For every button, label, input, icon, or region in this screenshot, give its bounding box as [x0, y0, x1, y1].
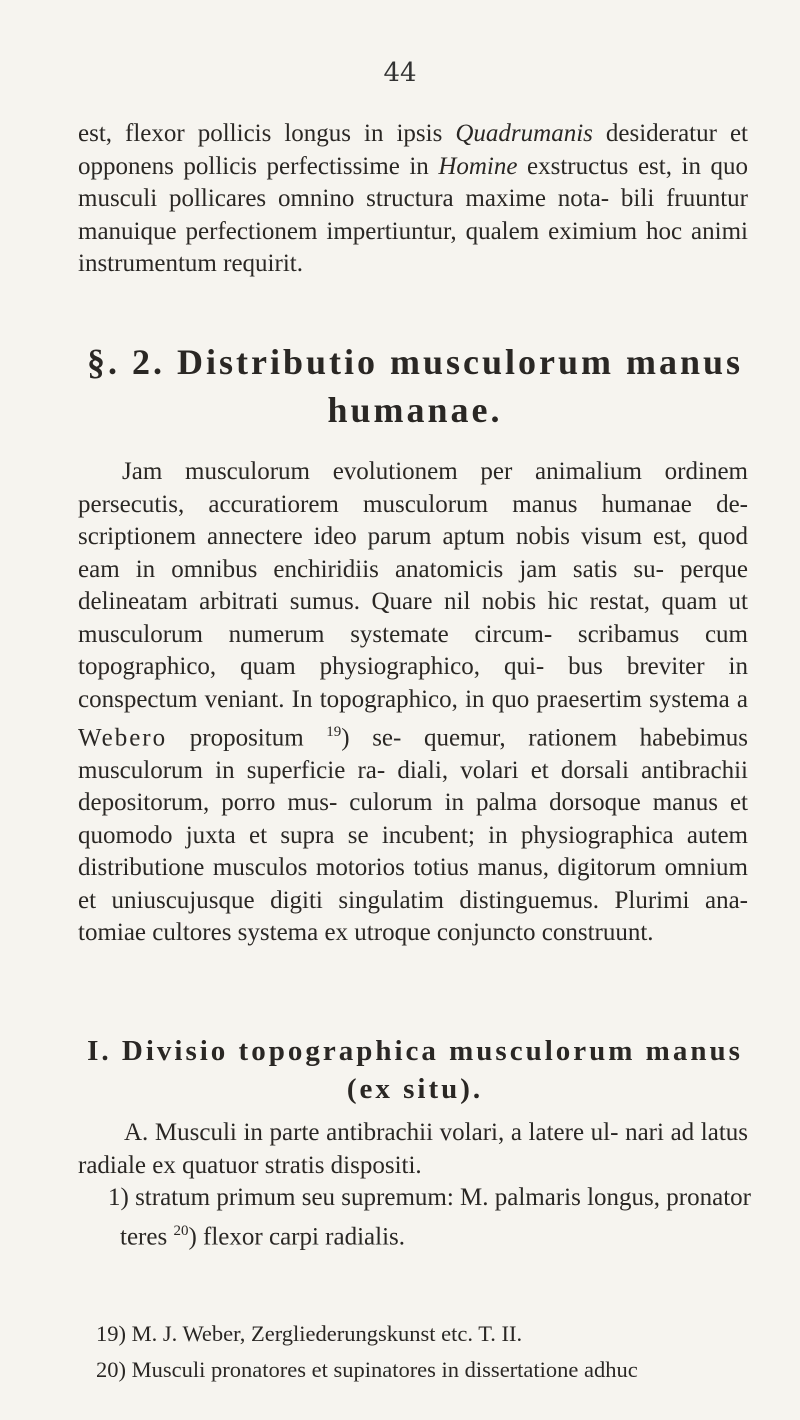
subsection-heading-divisio — [70, 1032, 760, 1108]
para1-text-c: desideratur et opponens pollicis perfectissime in — [78, 120, 748, 180]
para1-term-homine: Homine — [438, 152, 518, 180]
footnote-19: 19) M. J. Weber, Zergliederungskunst etc. T. II. — [96, 1321, 523, 1346]
section-heading-distributio — [70, 338, 760, 434]
subsection-heading-line2: (ex situ). — [346, 1073, 484, 1105]
section-heading-line1: §. 2. Distributio musculorum manus — [86, 342, 744, 382]
author-name-webero: Webero — [78, 724, 168, 752]
paragraph-a-musculi: A. Musculi in parte antibrachii volari, a latere ul- nari ad latus radiale ex quatuor stratis dispositi. — [78, 1119, 748, 1179]
item1-text-b: ) flexor carpi radialis. — [188, 1222, 406, 1250]
para1-text-a: est, flexor pollicis longus in ipsis — [78, 120, 456, 147]
para1-text-e: exstructus est, in quo musculi pollicares omnino structura maxime nota- bili fruuntur manuique perfectionem impertiuntur, qualem eximium hoc animi instrumentum requirit. — [78, 152, 748, 277]
item1-text-a: 1) stratum primum seu supremum: M. palmaris longus, pronator teres — [108, 1184, 751, 1250]
para2-text-a: Jam musculorum evolutionem per animalium ordinem persecutis, accuratiorem musculorum manus humanae de- scriptionem annectere ideo parum aptum nobis visum est, quod eam in omnibus enchiridiis anatomicis jam satis su- perque delineatam arbitrati sumus. Quare nil nobis hic restat, quam ut musculorum numerum systemate circum- scribamus cum topographico, quam physiographico, qui- bus breviter in conspectum veniant. In topographico, in quo praesertim systema a — [78, 458, 748, 713]
para2-text-c: ) se- quemur, rationem habebimus musculorum in superficie ra- diali, volari et dorsali antibrachii depositorum, porro mus- culorum in palma dorsoque manus et quomodo juxta et supra se incubent; in physiographica autem distributione musculos motorios totius manus, digitorum omnium et uniuscujusque digiti singulatim distinguemus. Plurimi ana- tomiae cultores systema ex utroque conjuncto construunt. — [78, 724, 748, 947]
para2-text-b: propositum — [167, 724, 327, 752]
para1-term-quadrumanis: Quadrumanis — [455, 120, 593, 147]
section-heading-line2: humanae. — [327, 390, 503, 430]
page-number: 44 — [383, 58, 417, 88]
footnote-20: 20) Musculi pronatores et supinatores in dissertatione adhuc — [96, 1357, 638, 1382]
paragraph-continued — [78, 118, 748, 281]
footnote-ref-20: 20 — [173, 1222, 189, 1239]
list-item-stratum-primum — [78, 1182, 790, 1253]
subsection-heading-line1: I. Divisio topographica musculorum manus — [87, 1035, 743, 1067]
footnote-ref-19: 19 — [326, 724, 342, 740]
paragraph-jam-musculorum — [78, 456, 748, 950]
